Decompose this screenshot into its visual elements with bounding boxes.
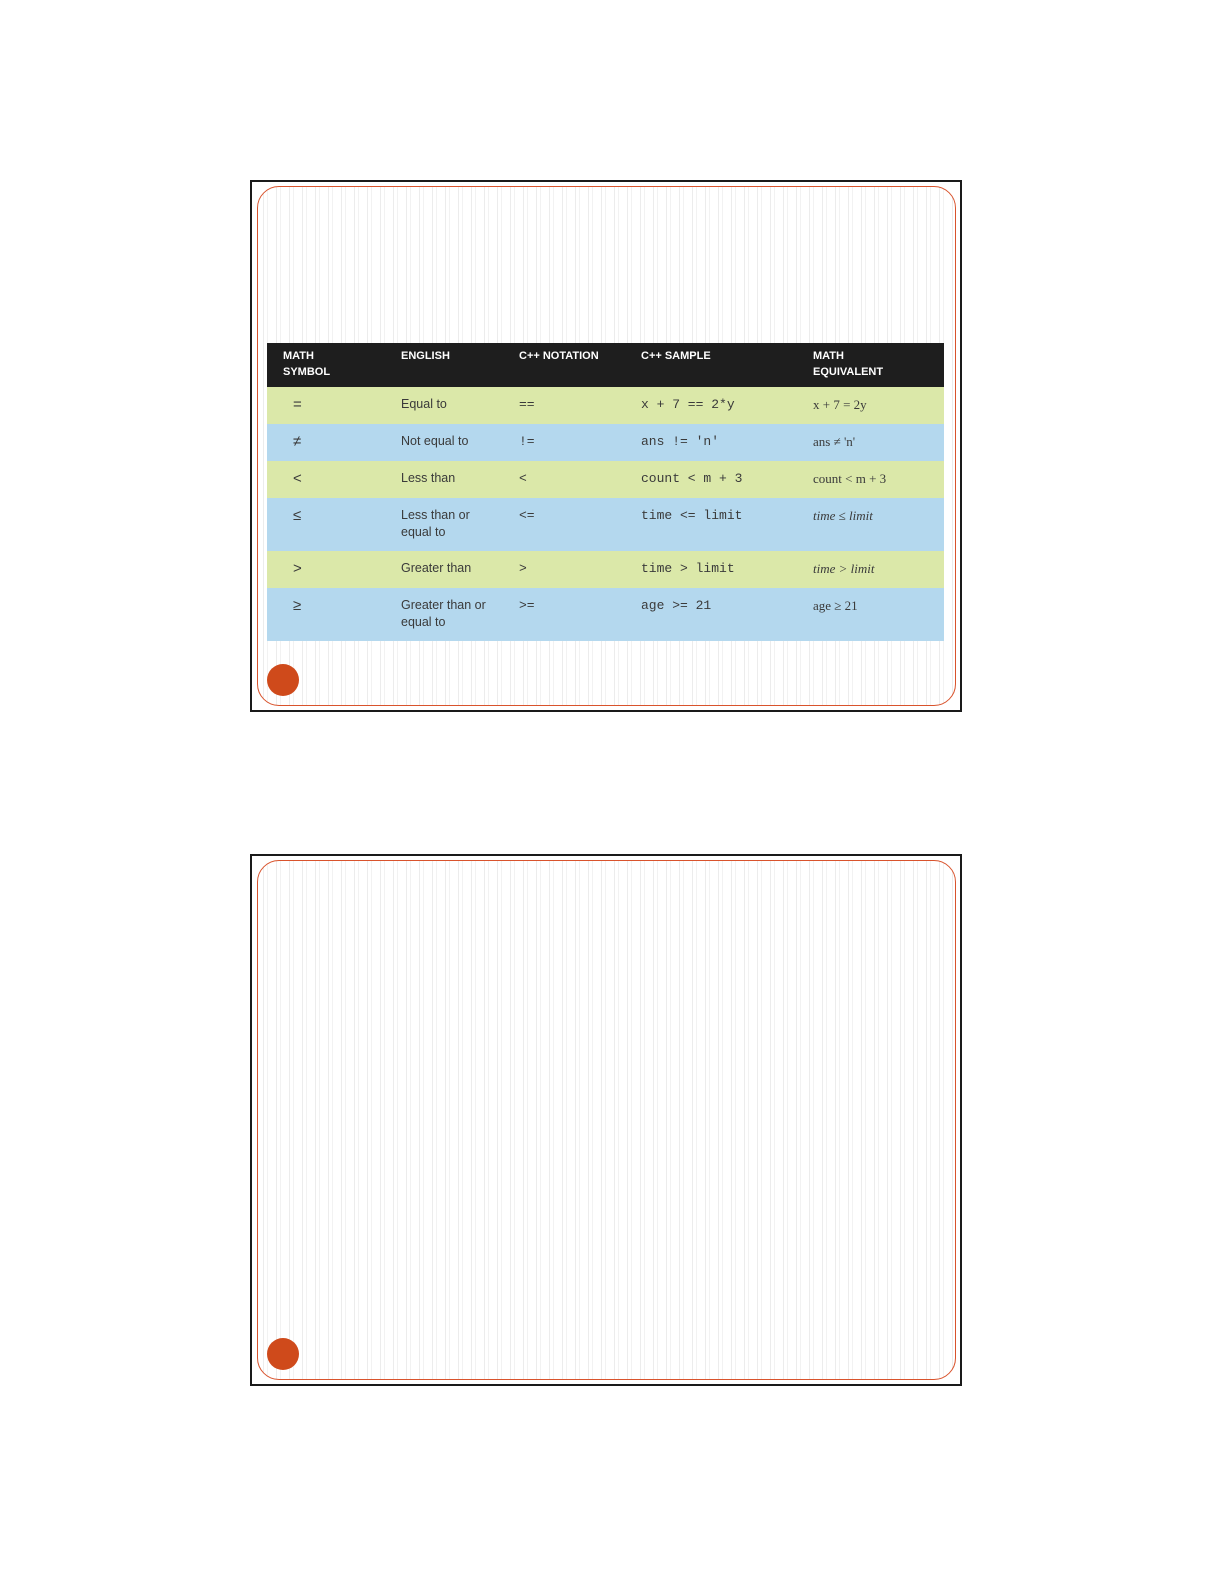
cell-cpp-sample: time > limit <box>625 551 797 588</box>
header-math-symbol-line1: MATH <box>283 350 314 362</box>
cell-math-symbol: ≤ <box>267 498 385 551</box>
cell-math-equivalent: time > limit <box>797 551 944 588</box>
table-row <box>267 461 944 498</box>
header-math-equivalent-line2: EQUIVALENT <box>813 366 884 378</box>
cell-cpp-notation: != <box>503 424 625 461</box>
slide-marker-dot <box>267 1338 299 1370</box>
cell-cpp-notation: < <box>503 461 625 498</box>
cell-english: Less than or equal to <box>385 498 503 551</box>
cell-english: Not equal to <box>385 424 503 461</box>
cell-cpp-notation: > <box>503 551 625 588</box>
slide-2-frame <box>257 860 956 1380</box>
header-math-symbol <box>267 343 385 387</box>
header-math-equivalent <box>797 343 944 387</box>
cell-cpp-notation: >= <box>503 588 625 641</box>
slide-marker-dot <box>267 664 299 696</box>
header-cpp-sample: C++ SAMPLE <box>625 343 797 387</box>
header-cpp-notation: C++ NOTATION <box>503 343 625 387</box>
cell-cpp-sample: time <= limit <box>625 498 797 551</box>
header-math-symbol-line2: SYMBOL <box>283 366 331 378</box>
cell-math-equivalent: x + 7 = 2y <box>797 387 944 424</box>
cell-english: Greater than <box>385 551 503 588</box>
table-header-row <box>267 343 944 387</box>
cell-math-symbol: ≠ <box>267 424 385 461</box>
cell-math-symbol: = <box>267 387 385 424</box>
table-row <box>267 424 944 461</box>
header-math-equivalent-line1: MATH <box>813 350 844 362</box>
table-row <box>267 551 944 588</box>
comparison-operators-table <box>267 343 944 641</box>
cell-math-equivalent: ans ≠ 'n' <box>797 424 944 461</box>
cell-math-equivalent: age ≥ 21 <box>797 588 944 641</box>
table-row <box>267 588 944 641</box>
cell-math-symbol: > <box>267 551 385 588</box>
cell-math-symbol: ≥ <box>267 588 385 641</box>
cell-cpp-sample: count < m + 3 <box>625 461 797 498</box>
cell-cpp-notation: <= <box>503 498 625 551</box>
slide-1-frame <box>257 186 956 706</box>
cell-english: Less than <box>385 461 503 498</box>
table-row <box>267 387 944 424</box>
cell-math-symbol: < <box>267 461 385 498</box>
cell-math-equivalent: time ≤ limit <box>797 498 944 551</box>
cell-english: Equal to <box>385 387 503 424</box>
slide-2 <box>250 854 962 1386</box>
cell-cpp-notation: == <box>503 387 625 424</box>
cell-cpp-sample: ans != 'n' <box>625 424 797 461</box>
cell-cpp-sample: x + 7 == 2*y <box>625 387 797 424</box>
cell-cpp-sample: age >= 21 <box>625 588 797 641</box>
header-english: ENGLISH <box>385 343 503 387</box>
slide-1 <box>250 180 962 712</box>
table-row <box>267 498 944 551</box>
cell-english: Greater than or equal to <box>385 588 503 641</box>
cell-math-equivalent: count < m + 3 <box>797 461 944 498</box>
